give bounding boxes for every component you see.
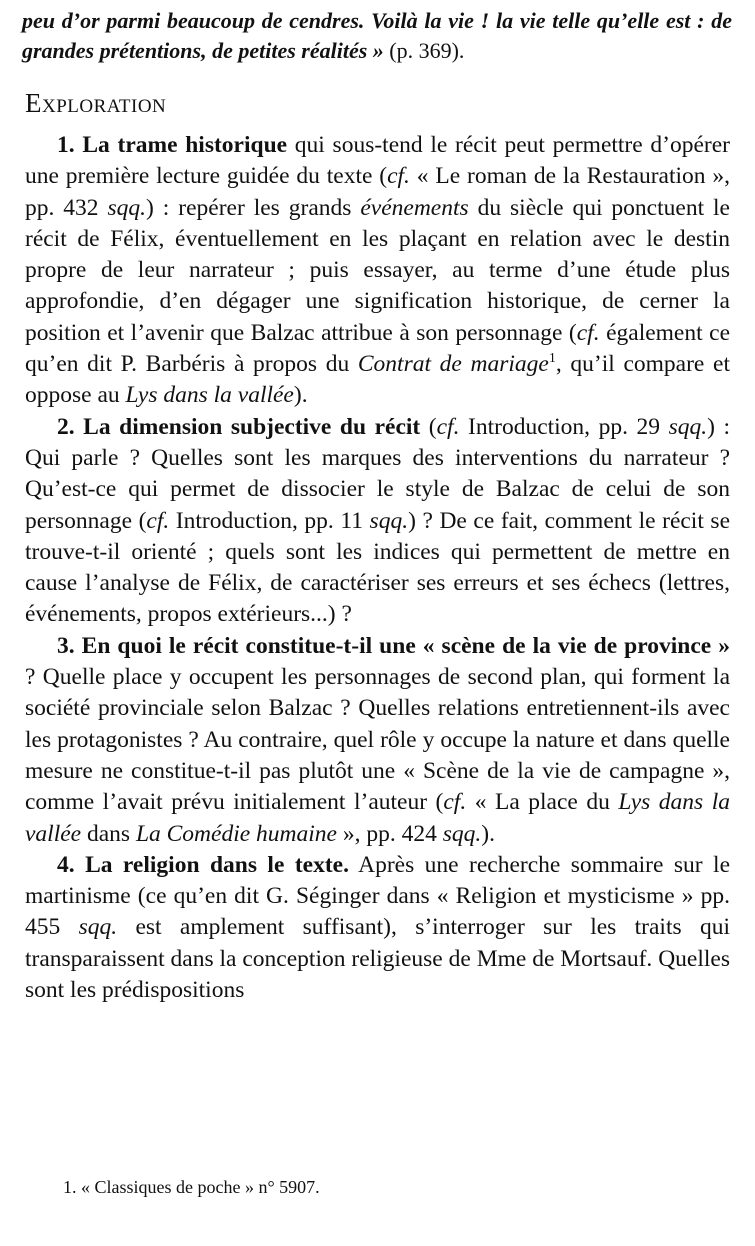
item-text: ) : Qui parle ? Quelles sont les marques des interventions du narrateur ? Qu’est-ce qui permet de dissocier le style de Balzac de celui de son personnage (	[25, 413, 731, 534]
item-number: 3.	[57, 632, 75, 659]
item-lead: En quoi le récit constitue-t-il une « scène de la vie de province »	[81, 632, 730, 659]
item-text: qui sous-tend le récit peut permettre d’opérer une première lecture guidée du texte (	[25, 132, 730, 190]
quote-text: peu d’or parmi beaucoup de cendres. Voilà la vie ! la vie telle qu’elle est : de grandes prétentions, de petites réalités »	[22, 8, 732, 63]
footnote-marker: 1	[548, 351, 556, 367]
footnote: 1. « Classiques de poche » n° 5907.	[63, 1177, 320, 1197]
item-text: Introduction, pp. 11	[169, 507, 370, 534]
item-text: Introduction, pp. 29	[459, 413, 669, 440]
work-title: La Comédie humaine	[135, 820, 337, 847]
item-lead: La dimension subjective du récit	[83, 413, 421, 440]
item-number: 2.	[57, 413, 75, 440]
item-text: du siècle qui ponctuent le récit de Félix, éventuellement en les plaçant en relation avec le destin propre de leur narrateur ; puis essayer, au terme d’une étude plus approfondie, d’en dégager une signification historique, de cerner la position et l’avenir que Balzac attribue à son personnage (	[25, 194, 730, 346]
cf-abbrev: cf.	[436, 413, 460, 440]
item-number: 1.	[57, 132, 75, 158]
item-lead: La religion dans le texte.	[85, 851, 349, 878]
quote-page-ref: (p. 369).	[383, 38, 465, 63]
exploration-body	[25, 130, 730, 1006]
item-text: », pp. 424	[336, 820, 443, 847]
work-title: Lys dans la vallée	[125, 382, 294, 409]
item-text: ) ? De ce fait, comment le récit se trouve-t-il orienté ; quels sont les indices qui permettent de mettre en cause l’analyse de Félix, de caractériser ses erreurs et ses échecs (lettres, événements, propos extérieurs...) ?	[25, 507, 731, 628]
item-text: est amplement suffisant), s’interroger sur les traits qui transparaissent dans la conception religieuse de Mme de Mortsauf. Quelles sont les prédispositions	[25, 914, 730, 1004]
item-text: ).	[481, 820, 495, 847]
closing-quote	[22, 6, 732, 66]
item-text: (	[420, 413, 437, 440]
item-lead: La trame historique	[82, 132, 288, 158]
sqq-abbrev: sqq.	[78, 914, 118, 941]
cf-abbrev: cf.	[576, 319, 600, 346]
item-3	[25, 631, 730, 850]
section-title: Exploration	[25, 88, 167, 118]
work-title: Contrat de mariage	[357, 351, 549, 378]
item-2	[25, 412, 730, 631]
item-text: ? Quelle place y occupent les personnages de second plan, qui forment la société provinciale selon Balzac ? Quelles relations entretiennent-ils avec les protagonistes ? Au contraire, quel rôle y occupe la nature et dans quelle mesure ne constitue-t-il pas plutôt une « Scène de la vie de campagne », comme l’avait prévu initialement l’auteur (	[25, 664, 730, 816]
item-text: « La place du	[466, 789, 619, 816]
item-text-italic: événements	[360, 194, 469, 221]
cf-abbrev: cf.	[146, 507, 170, 534]
item-text: ) : repérer les grands	[146, 194, 361, 221]
item-number: 4.	[57, 851, 75, 878]
sqq-abbrev: sqq.	[369, 507, 409, 534]
item-text: , qu’il compare et oppose au	[25, 351, 730, 409]
item-text: Après une recherche sommaire sur le martinisme (ce qu’en dit G. Séginger dans « Religion et mysticisme » pp. 455	[25, 851, 730, 941]
cf-abbrev: cf.	[387, 163, 410, 190]
item-4	[25, 850, 730, 1006]
item-text: également ce qu’en dit P. Barbéris à propos du	[25, 319, 730, 378]
work-title: Lys dans la vallée	[25, 789, 730, 847]
sqq-abbrev: sqq.	[107, 194, 147, 221]
item-1	[25, 130, 730, 412]
cf-abbrev: cf.	[443, 789, 467, 816]
sqq-abbrev: sqq.	[442, 820, 482, 847]
item-text: « Le roman de la Restauration », pp. 432	[25, 163, 730, 221]
sqq-abbrev: sqq.	[668, 413, 708, 440]
item-text: ).	[293, 382, 308, 409]
item-text: dans	[81, 820, 136, 847]
